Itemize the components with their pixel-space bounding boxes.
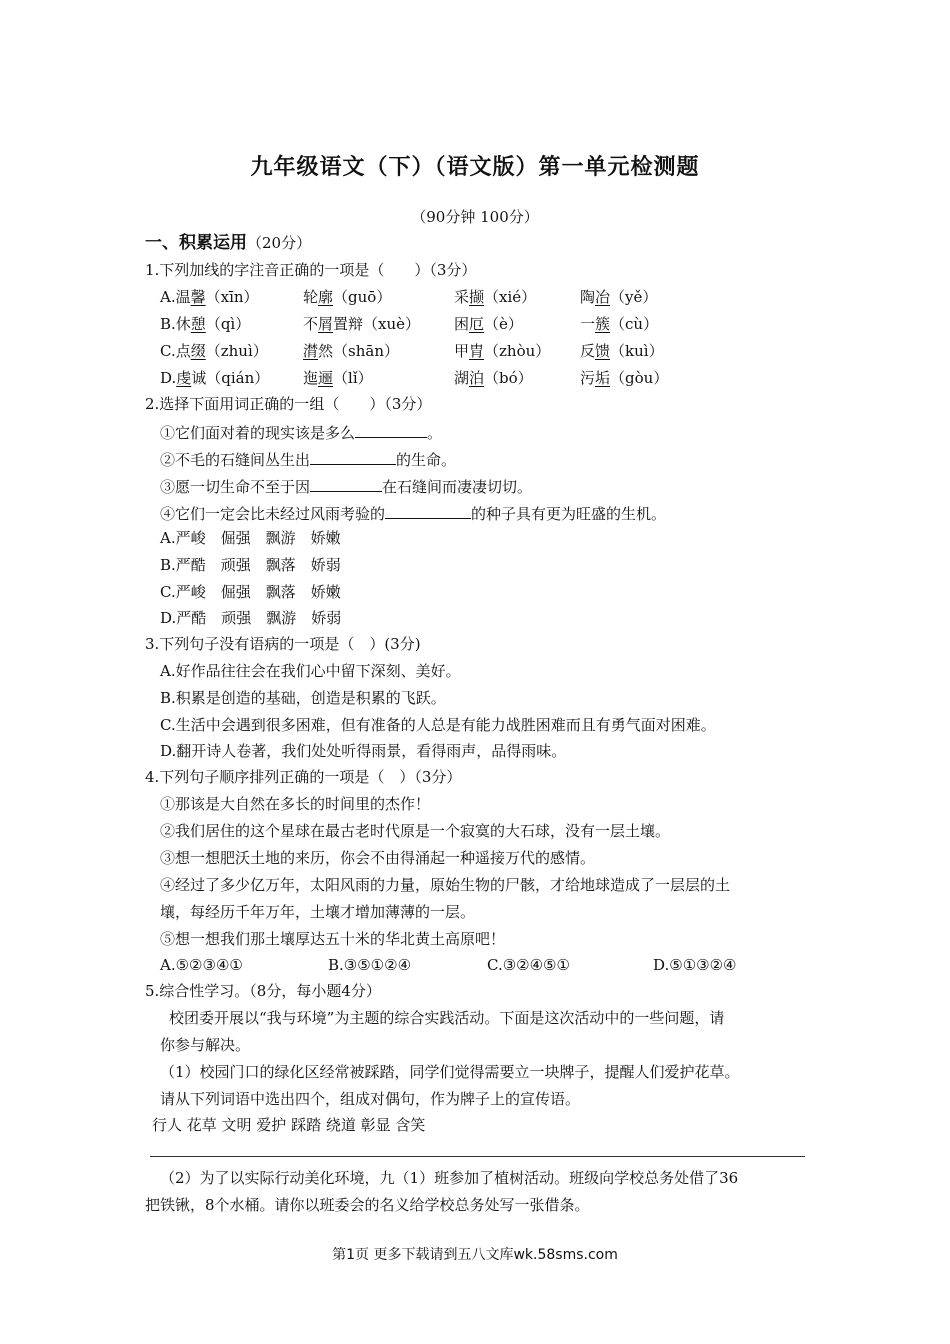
q2-sentence-4: ④它们一定会比未经过风雨考验的 的种子具有更为旺盛的生机。 xyxy=(160,502,666,524)
answer-blank xyxy=(310,475,382,492)
q1-option-b3: 困厄（è） xyxy=(454,315,523,333)
q4-option-c: C.③②④⑤① xyxy=(487,956,570,974)
q5-intro-line-1: 校团委开展以“我与环境”为主题的综合实践活动。下面是这次活动中的一些问题，请 xyxy=(169,1009,725,1027)
q4-sentence-3: ③想一想肥沃土地的来历，你会不由得涌起一种遥接万代的感情。 xyxy=(160,849,596,867)
q3-option-d: D.翻开诗人卷著，我们处处听得雨景，看得雨声，品得雨味。 xyxy=(160,742,567,760)
q2-option-b: B.严酷 顽强 飘落 娇弱 xyxy=(160,556,341,574)
section-heading xyxy=(145,233,311,253)
q1-option-d2: 迤逦（lǐ） xyxy=(303,369,373,387)
q4-sentence-5: ⑤想一想我们那土壤厚达五十米的华北黄土高原吧！ xyxy=(160,930,506,948)
q4-option-b: B.③⑤①②④ xyxy=(328,956,412,974)
q4-option-d: D.⑤①③②④ xyxy=(653,956,737,974)
q1-option-a3: 采撷（xié） xyxy=(454,288,537,306)
q3-option-c: C.生活中会遇到很多困难，但有准备的人总是有能力战胜困难而且有勇气面对困难。 xyxy=(160,716,716,734)
q1-option-d3: 湖泊（bó） xyxy=(454,369,533,387)
q1-option-a2: 轮廓（guō） xyxy=(303,288,392,306)
page-title: 九年级语文（下）（语文版）第一单元检测题 xyxy=(250,155,700,180)
q4-sentence-2: ②我们居住的这个星球在最古老时代原是一个寂寞的大石球，没有一层土壤。 xyxy=(160,822,671,840)
question-5-stem: 5.综合性学习。（8分，每小题4分） xyxy=(145,982,381,1000)
page-subtitle: （90分钟 100分） xyxy=(411,208,539,226)
q1-option-d4: 污垢（gòu） xyxy=(580,369,669,387)
q3-option-b: B.积累是创造的基础，创造是积累的飞跃。 xyxy=(160,689,446,707)
q1-option-c2: 潸然（shān） xyxy=(303,342,399,360)
q2-sentence-2: ②不毛的石缝间丛生出 的生命。 xyxy=(160,448,456,470)
q4-sentence-4: ④经过了多少亿万年，太阳风雨的力量，原始生物的尸骸，才给地球造成了一层层的土 xyxy=(160,876,731,894)
question-3-stem: 3.下列句子没有语病的一项是（ ）(3分) xyxy=(145,635,421,653)
q1-option-a1: A.温馨（xīn） xyxy=(160,288,259,306)
q4-sentence-4-cont: 壤，每经历千年万年，土壤才增加薄薄的一层。 xyxy=(160,903,476,921)
answer-blank xyxy=(355,421,427,438)
q5-word-list: 行人 花草 文明 爱护 踩踏 绕道 彰显 含笑 xyxy=(152,1116,426,1134)
q2-option-c: C.严峻 倔强 飘落 娇嫩 xyxy=(160,583,341,601)
q4-sentence-1: ①那该是大自然在多长的时间里的杰作！ xyxy=(160,795,431,813)
answer-blank xyxy=(385,502,471,519)
q3-option-a: A.好作品往往会在我们心中留下深刻、美好。 xyxy=(160,662,461,680)
q1-option-b1: B.休憩（qì） xyxy=(160,315,251,333)
q4-option-a: A.⑤②③④① xyxy=(160,956,243,974)
q1-option-a4: 陶冶（yě） xyxy=(580,288,658,306)
q1-option-c4: 反馈（kuì） xyxy=(580,342,664,360)
q5-part2-line-2: 把铁锹，8个水桶。请你以班委会的名义给学校总务处写一张借条。 xyxy=(145,1196,590,1214)
q1-option-b4: 一簇（cù） xyxy=(580,315,659,333)
section-label: 一、积累运用 xyxy=(145,233,247,253)
question-4-stem: 4.下列句子顺序排列正确的一项是（ ）（3分） xyxy=(145,768,462,786)
question-1-stem: 1.下列加线的字注音正确的一项是（ ）（3分） xyxy=(145,261,477,279)
q2-option-a: A.严峻 倔强 飘游 娇嫩 xyxy=(160,529,341,547)
q2-sentence-1: ①它们面对着的现实该是多么 。 xyxy=(160,421,442,443)
page-footer: 第1页 更多下载请到五八文库wk.58sms.com xyxy=(332,1247,618,1263)
answer-line xyxy=(150,1156,805,1157)
q5-part1-line-2: 请从下列词语中选出四个，组成对偶句，作为牌子上的宣传语。 xyxy=(160,1090,581,1108)
q5-part1-line-1: （1）校园门口的绿化区经常被踩踏，同学们觉得需要立一块牌子，提醒人们爱护花草。 xyxy=(160,1063,740,1081)
q5-part2-line-1: （2）为了以实际行动美化环境，九（1）班参加了植树活动。班级向学校总务处借了36 xyxy=(160,1169,739,1187)
q1-option-c3: 甲胄（zhòu） xyxy=(454,342,551,360)
q2-option-d: D.严酷 顽强 飘游 娇弱 xyxy=(160,609,342,627)
q2-sentence-3: ③愿一切生命不至于因 在石缝间而凄凄切切。 xyxy=(160,475,532,497)
section-points: （20分） xyxy=(247,234,312,252)
answer-blank xyxy=(310,448,396,465)
q1-option-d1: D.虔诚（qián） xyxy=(160,369,270,387)
q1-option-c1: C.点缀（zhuì） xyxy=(160,342,268,360)
q5-intro-line-2: 你参与解决。 xyxy=(160,1036,251,1054)
question-2-stem: 2.选择下面用词正确的一组（ ）（3分） xyxy=(145,395,432,413)
q1-option-b2: 不屑置辩（xuè） xyxy=(303,315,421,333)
